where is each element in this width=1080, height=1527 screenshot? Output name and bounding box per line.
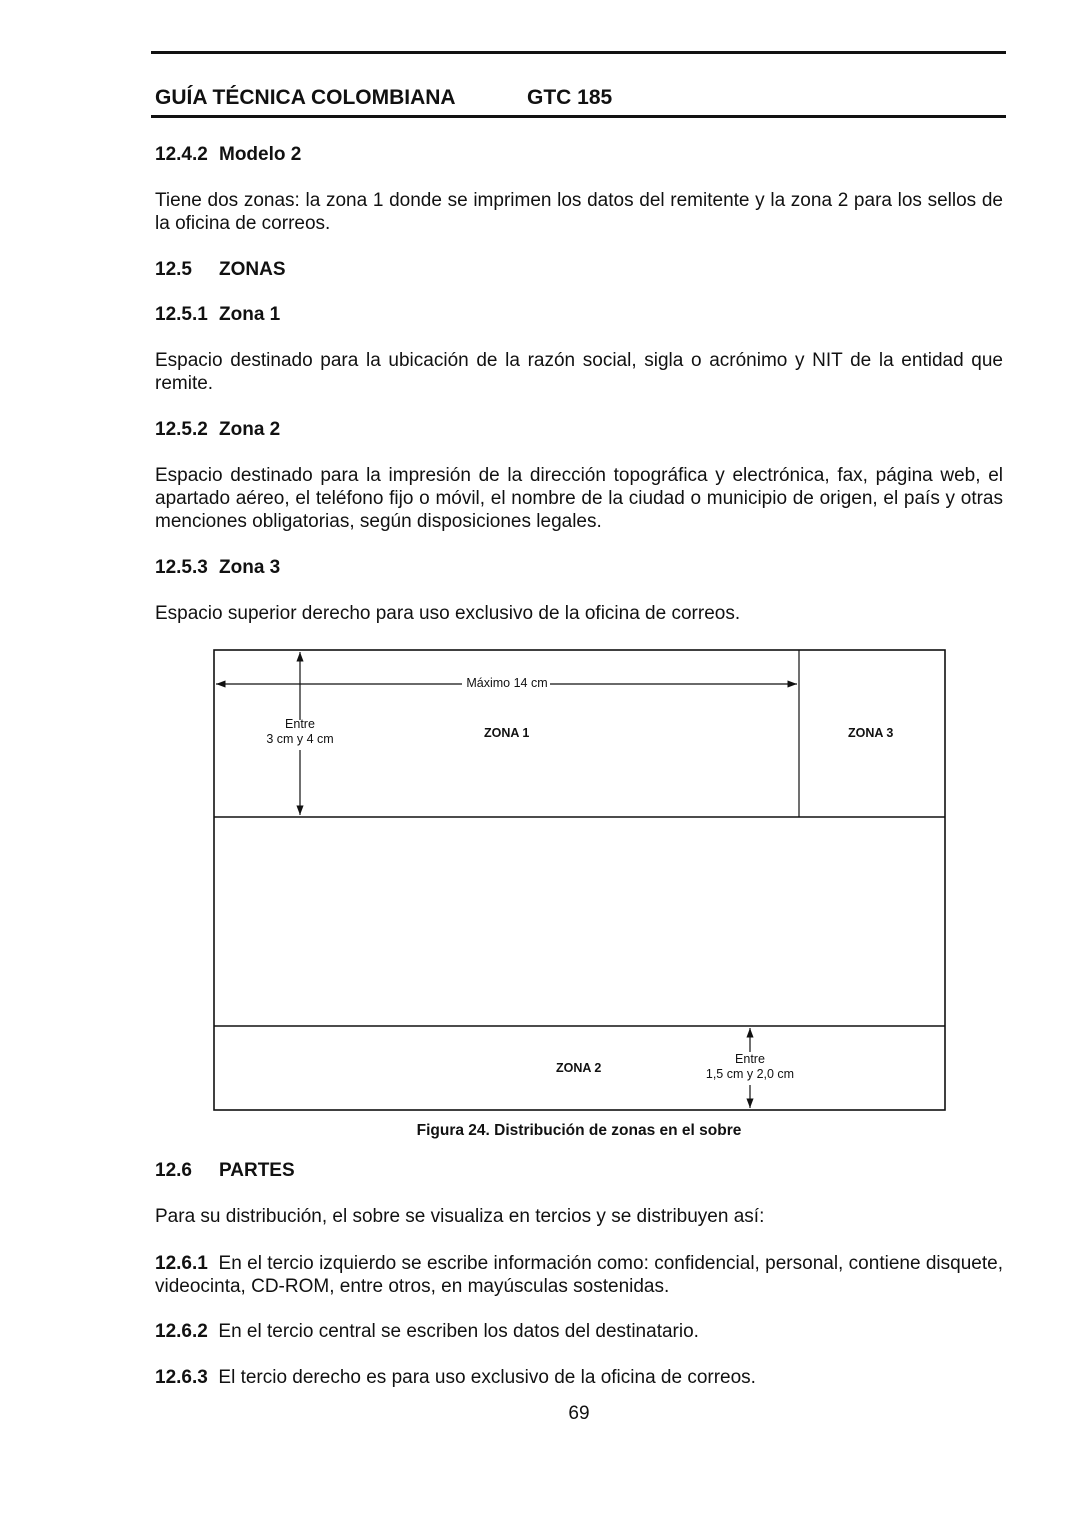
section-number: 12.6.1	[155, 1253, 208, 1274]
section-number: 12.6	[155, 1160, 192, 1181]
bottom-label-line2: 1,5 cm y 2,0 cm	[705, 1067, 795, 1081]
bottom-label-line1: Entre	[735, 1052, 765, 1066]
max-width-label: Máximo 14 cm	[466, 676, 548, 690]
section-title: Zona 1	[219, 304, 281, 325]
height-label	[250, 717, 350, 747]
section-number: 12.4.2	[155, 144, 208, 165]
paragraph-12-6: Para su distribución, el sobre se visualiza en tercios y se distribuyen así:	[155, 1206, 765, 1227]
paragraph-12-5-1: Espacio destinado para la ubicación de la razón social, sigla o acrónimo y NIT de la entidad que remite.	[155, 350, 1003, 394]
section-title: Modelo 2	[219, 144, 302, 165]
paragraph-12-6-1	[155, 1252, 1003, 1298]
zone3-label: ZONA 3	[848, 726, 894, 740]
header-code: GTC 185	[527, 86, 613, 109]
figure-caption: Figura 24. Distribución de zonas en el sobre	[416, 1122, 742, 1139]
section-text: En el tercio central se escriben los datos del destinatario.	[218, 1321, 699, 1342]
paragraph-12-5-3: Espacio superior derecho para uso exclusivo de la oficina de correos.	[155, 603, 741, 624]
height-label-line1: Entre	[285, 717, 315, 731]
section-title: ZONAS	[219, 259, 286, 280]
zone1-label: ZONA 1	[484, 726, 530, 740]
section-number: 12.6.2	[155, 1321, 208, 1342]
section-text: En el tercio izquierdo se escribe información como: confidencial, personal, contiene disquete, videocinta, CD-ROM, entre otros, en mayúsculas sostenidas.	[155, 1253, 1003, 1297]
section-title: Zona 2	[219, 419, 281, 440]
zone2-label: ZONA 2	[556, 1061, 602, 1075]
bottom-height-label	[690, 1052, 810, 1082]
paragraph-12-5-2: Espacio destinado para la impresión de la dirección topográfica y electrónica, fax, página web, el apartado aéreo, el teléfono fijo o móvil, el nombre de la ciudad o municipio de origen, el país y otras menciones obligatorias, según disposiciones legales.	[155, 465, 1003, 532]
paragraph-12-6-3	[155, 1366, 1003, 1389]
paragraph-12-4-2: Tiene dos zonas: la zona 1 donde se imprimen los datos del remitente y la zona 2 para los sellos de la oficina de correos.	[155, 190, 1003, 234]
section-number: 12.5.1	[155, 304, 208, 325]
section-text: El tercio derecho es para uso exclusivo de la oficina de correos.	[218, 1367, 756, 1388]
section-title: Zona 3	[219, 557, 281, 578]
section-number: 12.6.3	[155, 1367, 208, 1388]
page-number: 69	[568, 1403, 590, 1424]
section-number: 12.5.3	[155, 557, 208, 578]
header-title: GUÍA TÉCNICA COLOMBIANA	[155, 86, 456, 109]
section-number: 12.5	[155, 259, 192, 280]
paragraph-12-6-2	[155, 1320, 1003, 1343]
heading-12-6	[155, 1160, 295, 1182]
section-title: PARTES	[219, 1160, 295, 1181]
height-label-line2: 3 cm y 4 cm	[266, 732, 334, 746]
section-number: 12.5.2	[155, 419, 208, 440]
